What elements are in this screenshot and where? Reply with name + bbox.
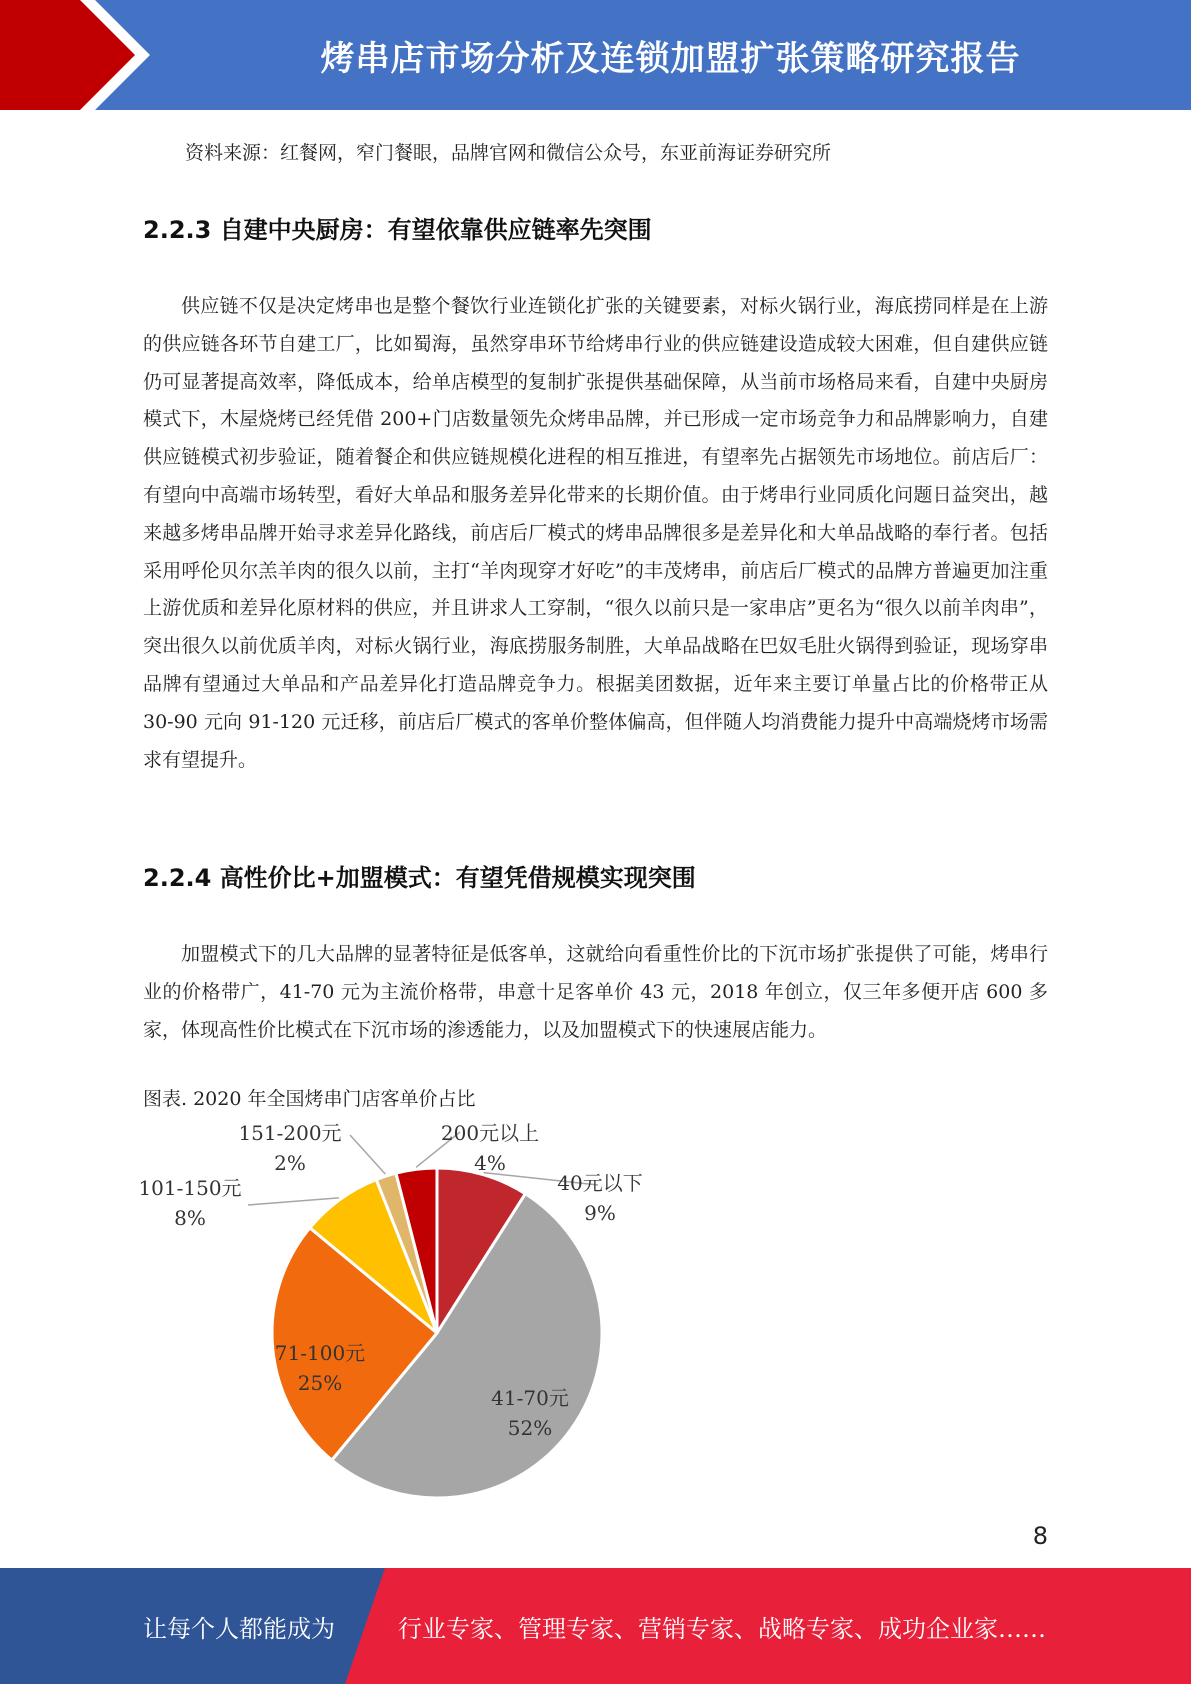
section-223-paragraph: 供应链不仅是决定烤串也是整个餐饮行业连锁化扩张的关键要素，对标火锅行业，海底捞同样是在上游的供应链各环节自建工厂，比如蜀海，虽然穿串环节给烤串行业的供应链建设造成较大困难，但自建供应链仍可显著提高效率，降低成本，给单店模型的复制扩张提供基础保障，从当前市场格局来看，自建中央厨房模式下，木屋烧烤已经凭借 200+门店数量领先众烤串品牌，并已形成一定市场竞争力和品牌影响力，自建供应链模式初步验证，随着餐企和供应链规模化进程的相互推进，有望率先占据领先市场地位。前店后厂：有望向中高端市场转型，看好大单品和服务差异化带来的长期价值。由于烤串行业同质化问题日益突出，越来越多烤串品牌开始寻求差异化路线，前店后厂模式的烤串品牌很多是差异化和大单品战略的奉行者。包括采用呼伦贝尔羔羊肉的很久以前，主打“羊肉现穿才好吃”的丰茂烤串，前店后厂模式的品牌方普遍更加注重上游优质和差异化原材料的供应，并且讲求人工穿制，“很久以前只是一家串店”更名为“很久以前羊肉串”，突出很久以前优质羊肉，对标火锅行业，海底捞服务制胜，大单品战略在巴奴毛肚火锅得到验证，现场穿串品牌有望通过大单品和产品差异化打造品牌竞争力。根据美团数据，近年来主要订单量占比的价格带正从 30-90 元向 91-120 元迁移，前店后厂模式的客单价整体偏高，但伴随人均消费能力提升中高端烧烤市场需求有望提升。 <box>143 295 1048 771</box>
pie-percent-label: 52% <box>507 1416 553 1440</box>
pie-category-label: 151-200元 <box>238 1121 342 1145</box>
pie-percent-label: 2% <box>274 1151 306 1175</box>
pie-chart <box>130 1110 730 1510</box>
page-footer <box>0 1568 1191 1684</box>
section-224-paragraph: 加盟模式下的几大品牌的显著特征是低客单，这就给向看重性价比的下沉市场扩张提供了可能，烤串行业的价格带广，41-70 元为主流价格带，串意十足客单价 43 元，2018 年创立，仅三年多便开店 600 多家，体现高性价比模式在下沉市场的渗透能力，以及加盟模式下的快速展店能力。 <box>143 943 1048 1041</box>
pie-category-label: 71-100元 <box>274 1341 366 1365</box>
footer-slogan-right: 行业专家、管理专家、营销专家、战略专家、成功企业家…… <box>398 1614 1046 1643</box>
pie-percent-label: 4% <box>474 1151 506 1175</box>
header-arrow-decoration <box>0 0 160 110</box>
pie-category-label: 101-150元 <box>138 1176 242 1200</box>
pie-percent-label: 9% <box>584 1201 616 1225</box>
pie-category-label: 41-70元 <box>491 1386 569 1410</box>
pie-leader-line-151-200 <box>350 1135 385 1174</box>
page-header <box>0 0 1191 110</box>
section-223-heading: 2.2.3 自建中央厨房：有望依靠供应链率先突围 <box>143 216 652 244</box>
source-note: 资料来源：红餐网，窄门餐眼，品牌官网和微信公众号，东亚前海证券研究所 <box>185 142 832 164</box>
pie-percent-label: 25% <box>297 1371 343 1395</box>
pie-percent-label: 8% <box>174 1206 206 1230</box>
footer-slogan-left: 让每个人都能成为 <box>143 1614 335 1643</box>
pie-leader-line-101-150 <box>248 1198 339 1205</box>
pie-category-label: 40元以下 <box>557 1171 643 1195</box>
figure-caption: 图表. 2020 年全国烤串门店客单价占比 <box>143 1088 476 1110</box>
page-number: 8 <box>1032 1522 1048 1550</box>
section-224-heading: 2.2.4 高性价比+加盟模式：有望凭借规模实现突围 <box>143 864 696 892</box>
report-title: 烤串店市场分析及连锁加盟扩张策略研究报告 <box>320 38 1021 79</box>
pie-category-label: 200元以上 <box>440 1121 540 1145</box>
